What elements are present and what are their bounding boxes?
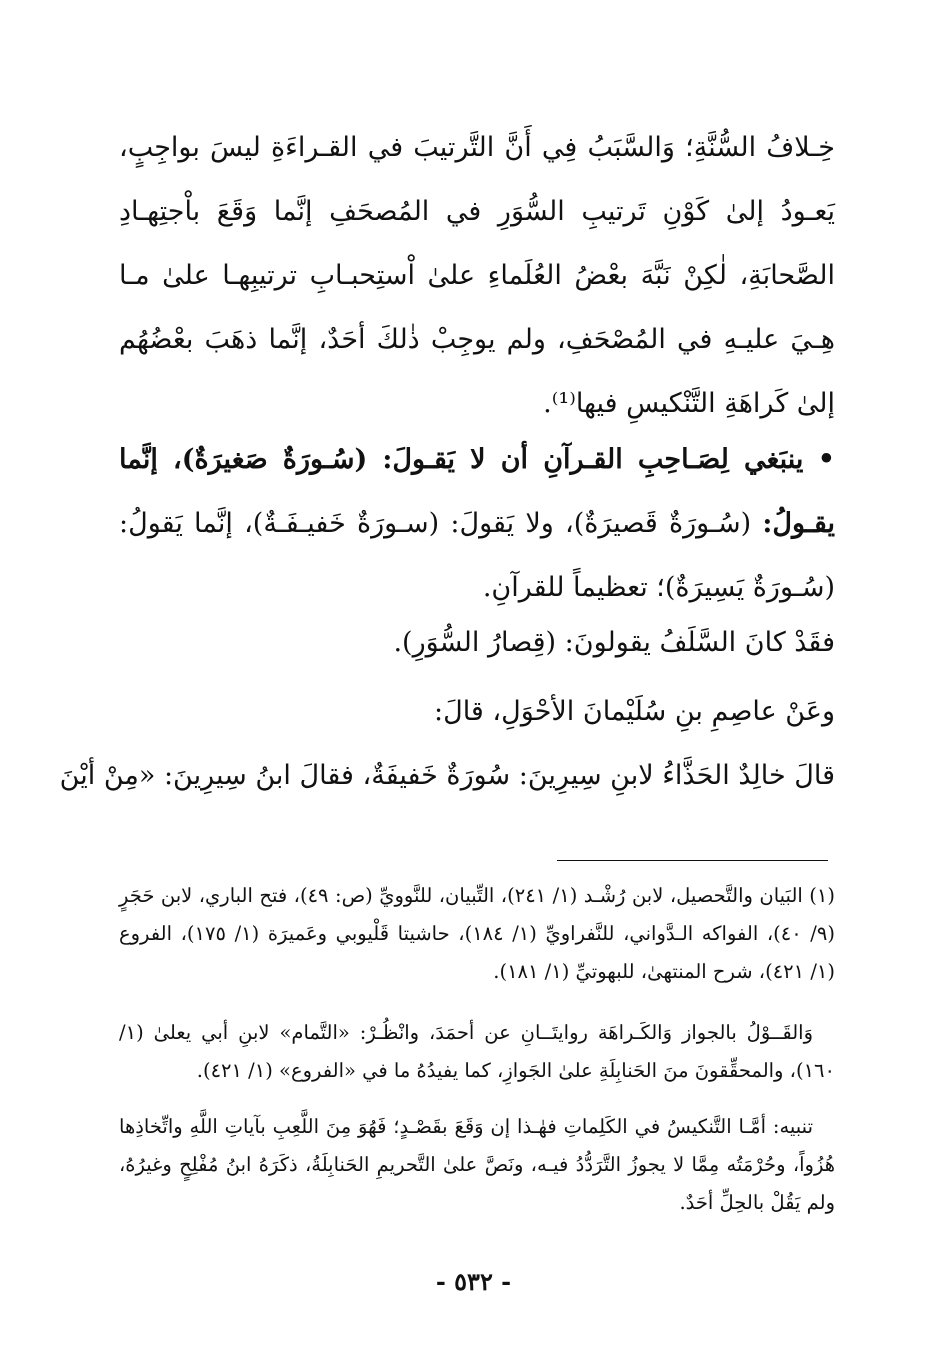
bullet-icon: •	[817, 444, 835, 475]
salaf-quote-line: فقَدْ كانَ السَّلَفُ يقولونَ: (قِصارُ السُّوَرِ).	[393, 627, 835, 658]
dialogue-line: قالَ خالِدٌ الحَذَّاءُ لابنِ سِيرِينَ: سُورَةٌ خَفيفَةٌ، فقالَ ابنُ سِيرِينَ: «مِنْ أيْنَ	[59, 760, 835, 791]
bullet-rest: (سُـورَةٌ قَصيرَةٌ)، ولا يَقولَ: (سـورَةٌ خَفيـفَـةٌ)، إنَّما يَقولُ: (سُـورَةٌ يَسِيرَةٌ)؛ تعظيماً للقرآنِ.	[119, 508, 835, 603]
footnote-note: تنبيه: أمَّـا التَّنكيسُ في الكَلِماتِ فهٰـذا إن وَقَعَ بقَصْـدٍ؛ فَهُوَ مِنَ اللَّعِبِ بآياتِ اللَّهِ واتِّخاذِها هُزُواً، وحُرْمَتُه مِمَّا لا يجوزُ التَّرَدُّدُ فيـه، ونَصَّ علىٰ التَّحريمِ الحَنابِلَةُ، ذكَرَهُ ابنُ مُفْلِحٍ وغيرُهُ، ولم يَقُلْ بالحِلِّ أحَدٌ.	[119, 1115, 835, 1214]
footnote-1: (١) البَيان والتَّحصيل، لابن رُشْـد (١/ ٢٤١)، التِّبيان، للنَّوويِّ (ص: ٤٩)، فتح الباري، لابن حَجَرٍ (٩/ ٤٠)، الفواكه الـدَّواني، للنَّفراويِّ (١/ ١٨٤)، حاشيتا قَلْيوبي وعَميرَة (١/ ١٧٥)، الفروع (١/ ٤٢١)، شرح المنتهىٰ، للبهوتيِّ (١/ ١٨١).	[119, 884, 835, 983]
bullet-paragraph	[119, 428, 835, 620]
footnote-continuation: وَالقَــوْلُ بالجواز وَالكَـراهَة روايتَــانِ عن أحمَدَ، وانْظُـرْ: «التَّمام» لابنِ أبي يعلىٰ (١/ ١٦٠)، والمحقِّقونَ منَ الحَنابِلَةِ علىٰ الجَوازِ، كما يفيدُهُ ما في «الفروع» (١/ ٤٢١).	[119, 1021, 835, 1082]
footnote-divider	[557, 860, 828, 861]
bullet-lead: ينبَغي لِصَـاحِبِ القـرآنِ أن لا يَقـولَ: (سُـورَةٌ صَغيرَةٌ)، إنَّما يقـولُ:	[119, 444, 835, 539]
paragraph-intro: خِـلافُ السُّنَّةِ؛ وَالسَّبَبُ فِي أَنَّ التَّرتيبَ في القـراءَةِ ليسَ بواجِبٍ، يَعـودُ إلىٰ كَوْنِ تَرتيبِ السُّوَرِ في المُصحَفِ إنَّما وَقَعَ باْجتِهـادِ الصَّحابَةِ، لٰكِنْ نَبَّهَ بعْضُ العُلَماءِ علىٰ اْستِحبـابِ ترتيبِهـا علىٰ مـا هِـيَ عليـهِ في المُصْحَفِ، ولم يوجِبْ ذٰلكَ أحَدٌ، إنَّما ذهَبَ بعْضُهُم إلىٰ كَراهَةِ التَّنْكيسِ فيها⁽¹⁾.	[119, 132, 835, 419]
narration-line: وعَنْ عاصِمِ بنِ سُلَيْمانَ الأحْوَلِ، قالَ:	[433, 696, 835, 727]
page-number: - ٥٣٢ -	[435, 1267, 512, 1296]
